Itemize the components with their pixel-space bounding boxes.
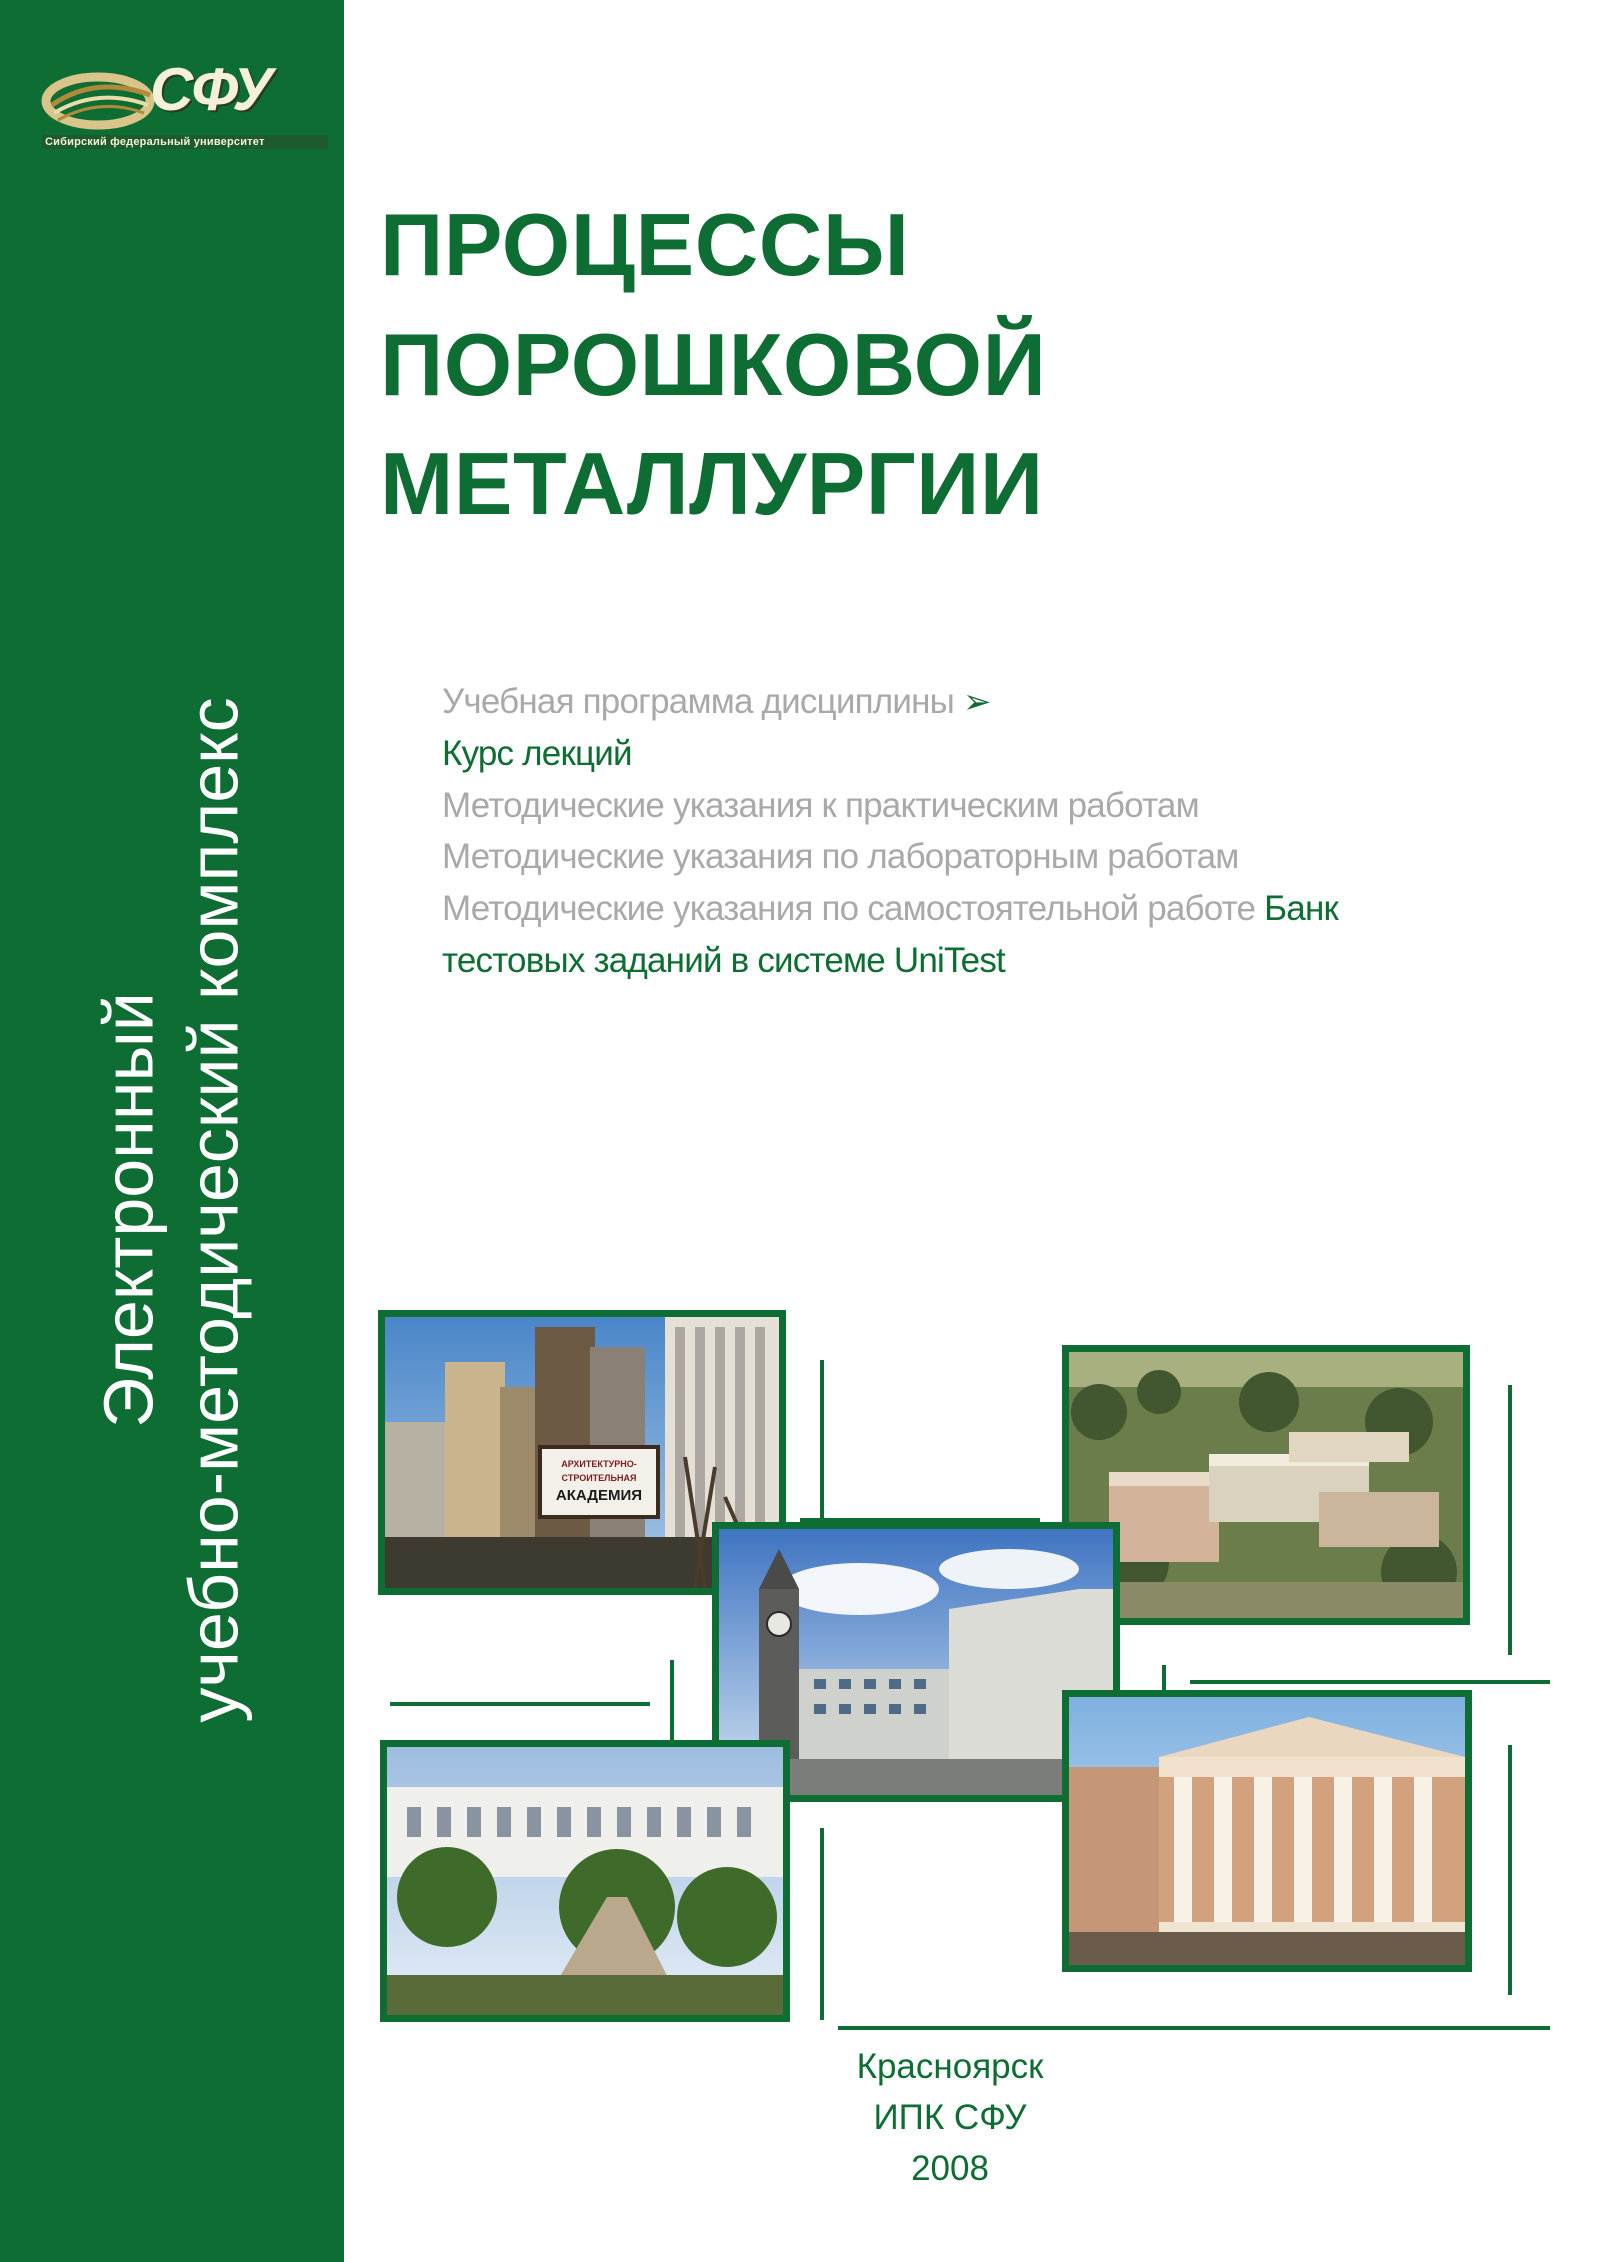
contents-item-self-study[interactable]: Методические указания по самостоятельной работе (442, 889, 1256, 929)
university-logo (40, 55, 310, 155)
series-title-line1: Электронный (89, 992, 168, 1428)
footer-city: Красноярск (856, 2047, 1044, 2086)
publication-info (760, 2042, 1140, 2194)
photo-columned-image (1069, 1697, 1465, 1965)
photo-columned-building (1062, 1690, 1472, 1972)
logo-swoosh-icon (40, 65, 160, 135)
title-line3: МЕТАЛЛУРГИИ (380, 434, 1044, 534)
banner-line1: АРХИТЕКТУРНО- (561, 1459, 637, 1469)
contents-item-test-bank[interactable]: Банк тестовых заданий в системе UniTest (442, 889, 1338, 980)
contents-item-practical[interactable]: Методические указания к практическим работам (442, 785, 1199, 825)
footer-publisher: ИПК СФУ (873, 2097, 1027, 2137)
logo-wordmark: СФУ (150, 56, 272, 123)
photo-campus-image (1069, 1352, 1463, 1618)
page-title (380, 185, 1046, 544)
divider-line (1508, 1385, 1512, 1655)
arrow-right-icon: ➢ (962, 683, 991, 721)
contents-item-lab[interactable]: Методические указания по лабораторным работам (442, 837, 1239, 877)
divider-line (820, 1360, 824, 1540)
contents-list (442, 676, 1422, 987)
contents-item-program[interactable] (442, 676, 1422, 728)
divider-line (820, 1828, 824, 2020)
sidebar-band (0, 0, 344, 2262)
series-title-line2: учебно-методический комплекс (175, 697, 253, 1723)
divider-line (1508, 1745, 1512, 1995)
contents-item-lectures[interactable]: Курс лекций (442, 733, 632, 773)
logo-subtitle: Сибирский федеральный университет (42, 135, 328, 149)
photo-park-image (387, 1747, 783, 2015)
divider-line (838, 2026, 1550, 2030)
divider-line (390, 1702, 650, 1706)
title-line2: ПОРОШКОВОЙ (380, 314, 1047, 414)
contents-item-rest (442, 780, 1422, 987)
title-line1: ПРОЦЕССЫ (380, 195, 910, 294)
contents-item-label: Учебная программа дисциплины (442, 682, 955, 721)
series-title (87, 390, 258, 2030)
banner-line3: АКАДЕМИЯ (555, 1487, 643, 1504)
footer-year: 2008 (911, 2148, 989, 2188)
banner-line2: СТРОИТЕЛЬНАЯ (561, 1473, 637, 1483)
photo-campus-aerial (1062, 1345, 1470, 1625)
photo-park-building (380, 1740, 790, 2022)
divider-line (1190, 1680, 1550, 1684)
